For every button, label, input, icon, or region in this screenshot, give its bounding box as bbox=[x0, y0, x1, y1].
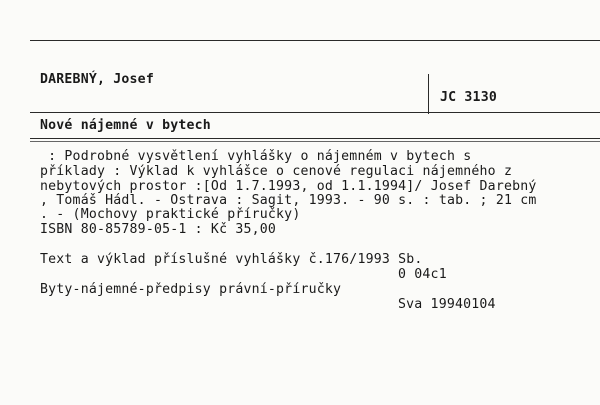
subject-headings: Byty-nájemné-předpisy právní-příručky bbox=[40, 282, 342, 297]
classification-code: 0 04c1 bbox=[398, 267, 447, 282]
description-line-5: . - (Mochovy praktické příručky) bbox=[40, 207, 301, 222]
book-title: Nové nájemné v bytech bbox=[40, 118, 211, 133]
author-heading: DAREBNÝ, Josef bbox=[40, 72, 154, 87]
title-top-rule bbox=[30, 112, 600, 113]
note-line: Text a výklad příslušné vyhlášky č.176/1993 Sb. bbox=[40, 252, 423, 267]
top-rule bbox=[30, 40, 600, 41]
title-bottom-rule-2 bbox=[30, 141, 600, 142]
description-line-4: , Tomáš Hádl. - Ostrava : Sagit, 1993. - 90 s. : tab. ; 21 cm bbox=[40, 193, 537, 208]
call-number: JC 3130 bbox=[440, 90, 497, 105]
title-bottom-rule bbox=[30, 138, 600, 139]
isbn-line: ISBN 80-85789-05-1 : Kč 35,00 bbox=[40, 222, 277, 237]
description-line-2: příklady : Výklad k vyhlášce o cenové regulaci nájemného z bbox=[40, 164, 513, 179]
description-line-1: : Podrobné vysvětlení vyhlášky o nájemném v bytech s bbox=[40, 149, 472, 164]
accession-number: Sva 19940104 bbox=[398, 297, 496, 312]
description-line-3: nebytových prostor :[Od 1.7.1993, od 1.1.1994]/ Josef Darebný bbox=[40, 179, 537, 194]
call-number-divider bbox=[428, 74, 429, 114]
